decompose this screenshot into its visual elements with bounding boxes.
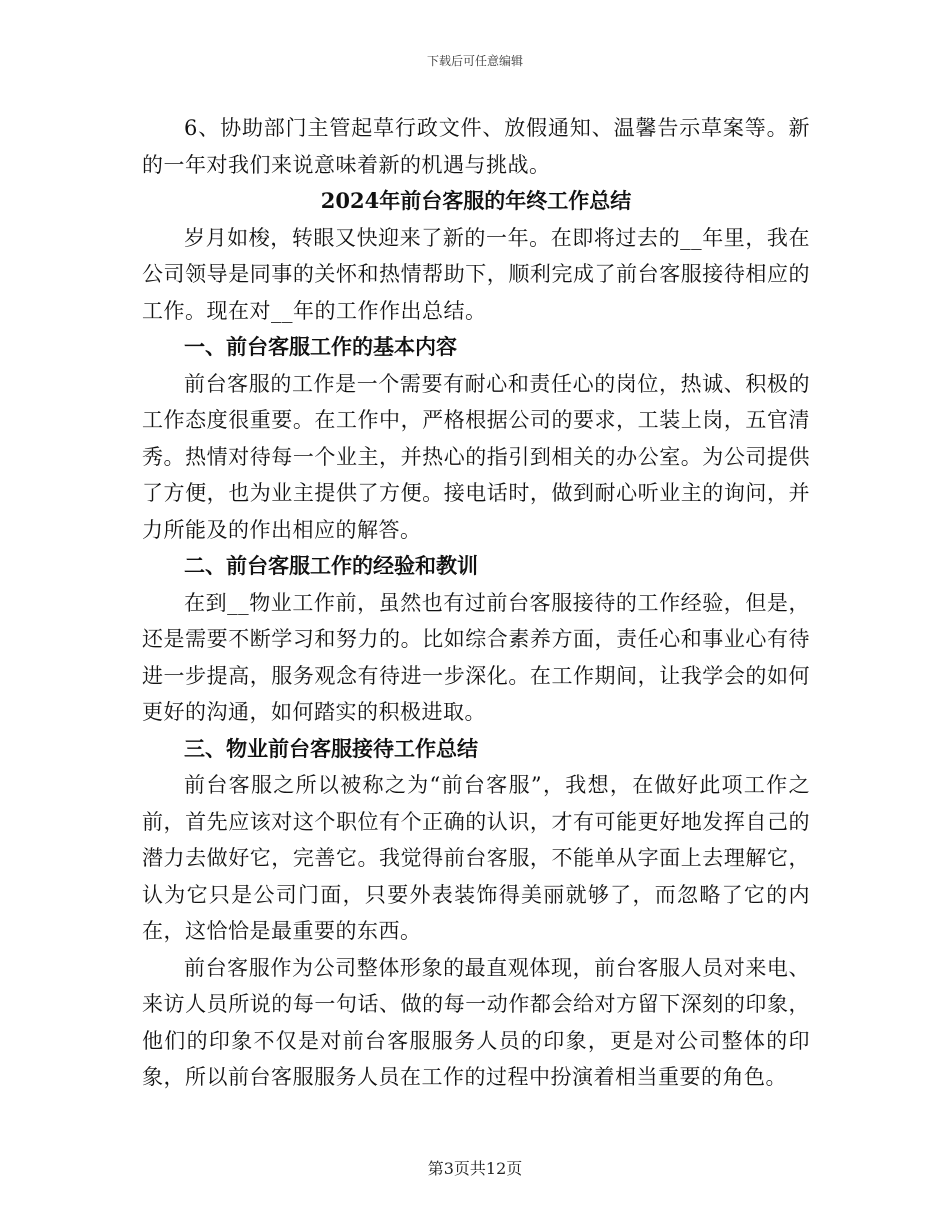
paragraph-section-1: 前台客服的工作是一个需要有耐心和责任心的岗位，热诚、积极的工作态度很重要。在工作中，严格根据公司的要求，工装上岗，五官清秀。热情对待每一个业主，并热心的指引到相关的办公室。为公司提供了方便，也为业主提供了方便。接电话时，做到耐心听业主的询问，并力所能及的作出相应的解答。 bbox=[142, 371, 810, 542]
section-heading-2: 二、前台客服工作的经验和教训 bbox=[184, 553, 478, 578]
document-title: 2024年前台客服的年终工作总结 bbox=[320, 188, 632, 213]
paragraph-item-6: 6、协助部门主管起草行政文件、放假通知、温馨告示草案等。新的一年对我们来说意味着新的机遇与挑战。 bbox=[142, 116, 810, 177]
paragraph-section-3b: 前台客服作为公司整体形象的最直观体现，前台客服人员对来电、来访人员所说的每一句话、做的每一动作都会给对方留下深刻的印象，他们的印象不仅是对前台客服服务人员的印象，更是对公司整体的印象，所以前台客服服务人员在工作的过程中扮演着相当重要的角色。 bbox=[142, 955, 810, 1089]
paragraph-section-3a: 前台客服之所以被称之为“前台客服”，我想，在做好此项工作之前，首先应该对这个职位有个正确的认识，才有可能更好地发挥自己的潜力去做好它，完善它。我觉得前台客服，不能单从字面上去理解它，认为它只是公司门面，只要外表装饰得美丽就够了，而忽略了它的内在，这恰恰是最重要的东西。 bbox=[142, 773, 810, 943]
paragraph-intro: 岁月如梭，转眼又快迎来了新的一年。在即将过去的__年里，我在公司领导是同事的关怀和热情帮助下，顺利完成了前台客服接待相应的工作。现在对__年的工作作出总结。 bbox=[142, 225, 810, 323]
page-footer-number: 第3页共12页 bbox=[427, 1159, 523, 1178]
page-header-note: 下载后可任意编辑 bbox=[426, 54, 523, 68]
section-heading-3: 三、物业前台客服接待工作总结 bbox=[184, 735, 478, 761]
section-heading-1: 一、前台客服工作的基本内容 bbox=[184, 334, 457, 359]
document-body bbox=[142, 110, 810, 1096]
paragraph-section-2: 在到__物业工作前，虽然也有过前台客服接待的工作经验，但是，还是需要不断学习和努力的。比如综合素养方面，责任心和事业心有待进一步提高，服务观念有待进一步深化。在工作期间，让我学会的如何更好的沟通，如何踏实的积极进取。 bbox=[142, 590, 810, 724]
